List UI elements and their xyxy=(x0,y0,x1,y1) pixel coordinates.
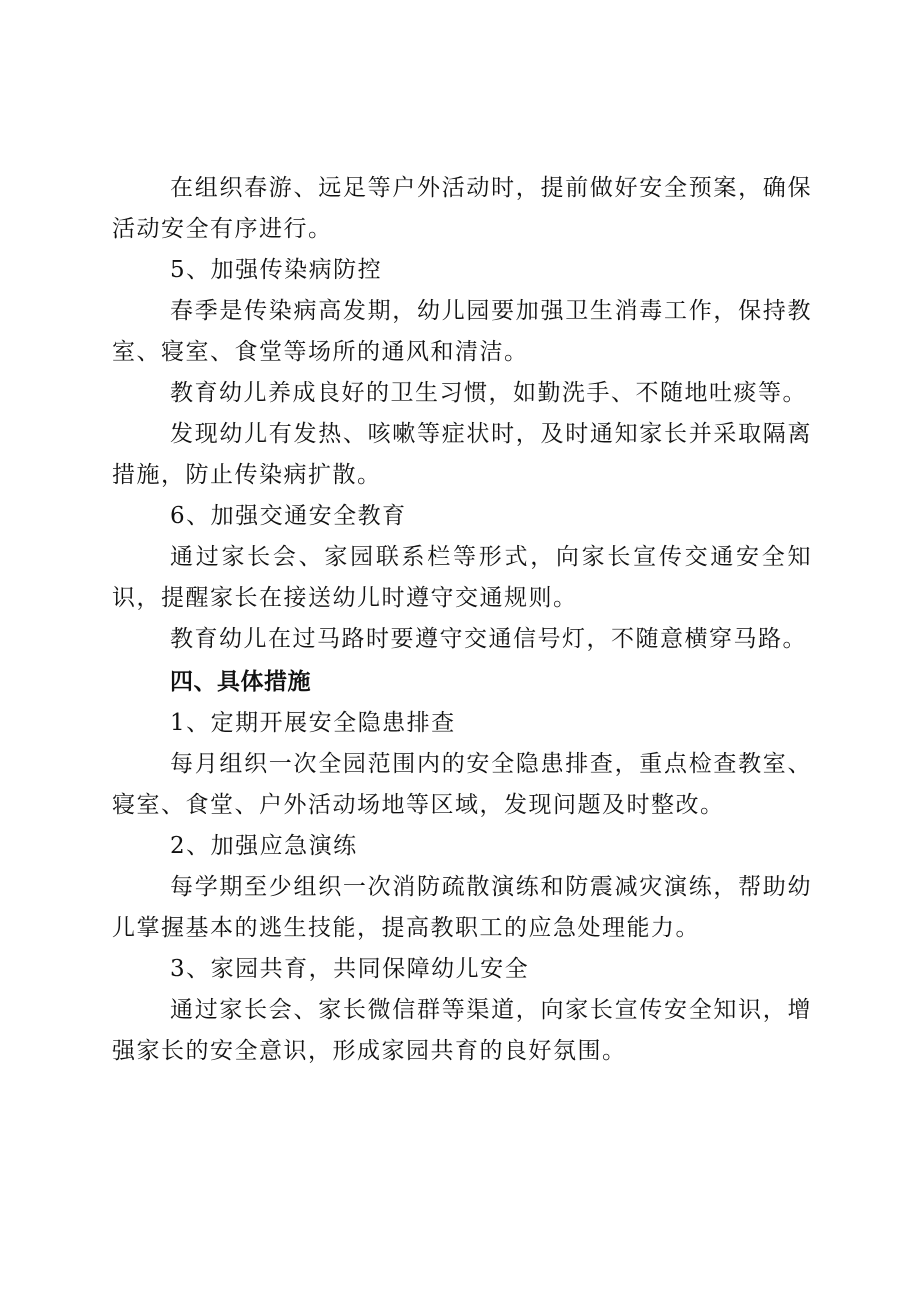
paragraph-monthly-inspection: 每月组织一次全园范围内的安全隐患排查，重点检查教室、寝室、食堂、户外活动场地等区域，发现问题及时整改。 xyxy=(112,751,812,818)
paragraph-spring-disinfection: 春季是传染病高发期，幼儿园要加强卫生消毒工作，保持教室、寝室、食堂等场所的通风和清洁。 xyxy=(112,298,812,365)
subheading-hazard-inspection: 1、定期开展安全隐患排查 xyxy=(170,710,456,736)
section-heading-specific-measures: 四、具体措施 xyxy=(170,669,311,695)
subheading-traffic-safety-education: 6、加强交通安全教育 xyxy=(170,503,407,529)
paragraph-crossing-road: 教育幼儿在过马路时要遵守交通信号灯，不随意横穿马路。 xyxy=(170,626,807,652)
document-body xyxy=(112,168,812,1072)
paragraph-parent-safety-awareness: 通过家长会、家长微信群等渠道，向家长宣传安全知识，增强家长的安全意识，形成家园共育的良好氛围。 xyxy=(112,997,812,1064)
subheading-infectious-disease-control: 5、加强传染病防控 xyxy=(170,257,383,283)
subheading-home-school-cooperation: 3、家园共育，共同保障幼儿安全 xyxy=(170,956,530,982)
paragraph-symptom-isolation: 发现幼儿有发热、咳嗽等症状时，及时通知家长并采取隔离措施，防止传染病扩散。 xyxy=(112,421,812,488)
paragraph-parent-traffic-knowledge: 通过家长会、家园联系栏等形式，向家长宣传交通安全知识，提醒家长在接送幼儿时遵守交通规则。 xyxy=(112,544,812,611)
paragraph-evacuation-drills: 每学期至少组织一次消防疏散演练和防震减灾演练，帮助幼儿掌握基本的逃生技能，提高教职工的应急处理能力。 xyxy=(112,874,812,941)
subheading-emergency-drills: 2、加强应急演练 xyxy=(170,833,358,859)
paragraph-outdoor-activity-safety: 在组织春游、远足等户外活动时，提前做好安全预案，确保活动安全有序进行。 xyxy=(112,175,812,242)
paragraph-hygiene-habits: 教育幼儿养成良好的卫生习惯，如勤洗手、不随地吐痰等。 xyxy=(170,380,807,406)
